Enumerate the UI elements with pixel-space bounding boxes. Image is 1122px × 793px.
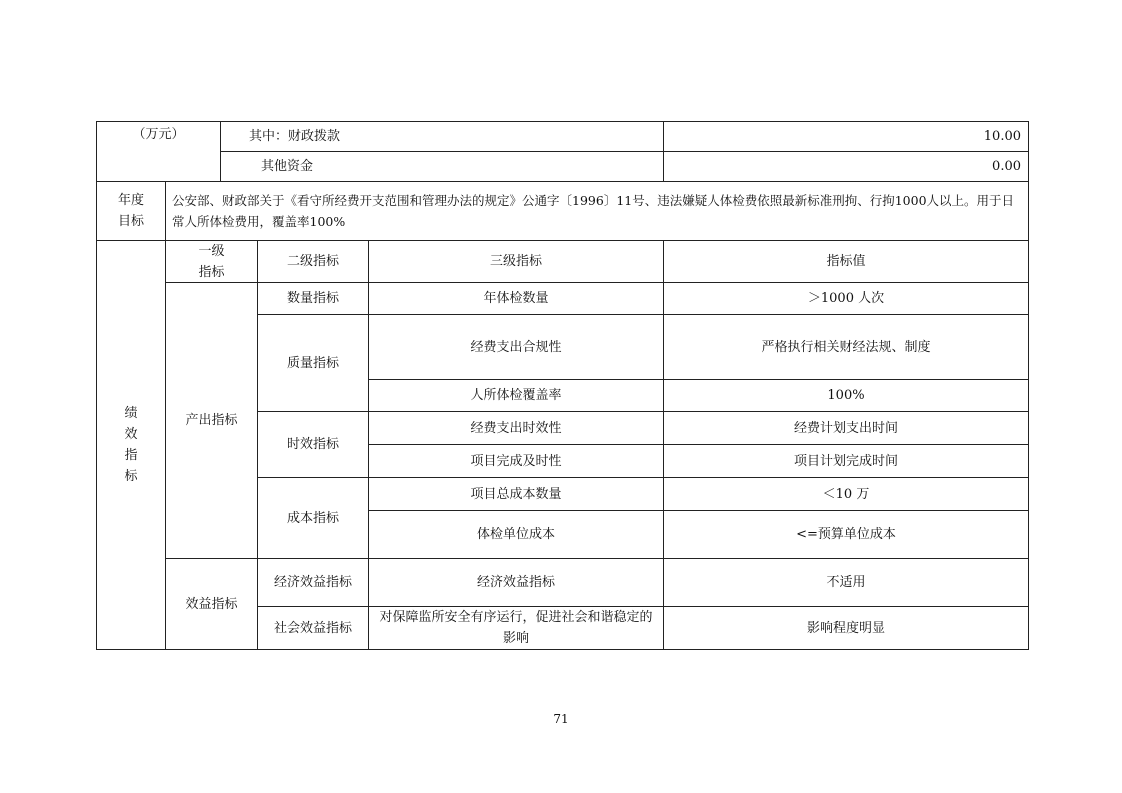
annual-goal-label-line2: 目标 <box>117 214 144 229</box>
indicator-value: ＞1000 人次 <box>807 291 885 306</box>
timeliness-label: 时效指标 <box>286 437 339 452</box>
header-level2-cell <box>257 240 369 283</box>
header-level3: 三级指标 <box>489 254 542 269</box>
table-row <box>663 282 1029 315</box>
table-row <box>368 444 664 478</box>
header-level2: 二级指标 <box>286 254 339 269</box>
table-row <box>663 477 1029 511</box>
cost-label: 成本指标 <box>286 510 339 526</box>
table-row <box>663 510 1029 559</box>
indicator-value: 不适用 <box>826 575 866 590</box>
header-level3-cell <box>368 240 664 283</box>
table-row <box>368 606 664 650</box>
performance-label-char: 指 <box>124 448 138 463</box>
table-row <box>368 477 664 511</box>
annual-goal-text-cell <box>165 181 1029 241</box>
table-row <box>663 314 1029 380</box>
economic-label: 经济效益指标 <box>273 575 352 590</box>
indicator-name: 项目完成及时性 <box>470 453 562 469</box>
table-row <box>368 314 664 380</box>
other-funds-label: 其他资金 <box>261 159 314 174</box>
indicator-value: 影响程度明显 <box>806 620 885 636</box>
quality-label: 质量指标 <box>286 355 339 371</box>
header-value-cell <box>663 240 1029 283</box>
economic-label-cell <box>257 558 369 607</box>
cost-label-cell <box>257 477 369 559</box>
fiscal-label: 其中：财政拨款 <box>249 129 341 144</box>
table-row <box>663 444 1029 478</box>
output-indicator-label: 产出指标 <box>185 413 238 428</box>
social-label-cell <box>257 606 369 650</box>
indicator-value: 100% <box>827 388 865 403</box>
benefit-indicator-label: 效益指标 <box>185 596 238 612</box>
indicator-value: ＜10 万 <box>822 486 870 502</box>
table-row <box>663 606 1029 650</box>
performance-label-char: 绩 <box>124 406 138 421</box>
header-level1-line1: 一级 <box>198 243 225 259</box>
performance-label-char: 标 <box>124 469 138 484</box>
indicator-value: 经费计划支出时间 <box>793 420 898 436</box>
quantity-label: 数量指标 <box>286 291 339 306</box>
header-level1-cell <box>165 240 258 283</box>
table-row <box>368 510 664 559</box>
funds-unit-label: （万元） <box>132 127 185 142</box>
other-label-cell <box>220 151 664 182</box>
performance-label-char: 效 <box>124 427 138 442</box>
fiscal-value-cell <box>663 121 1029 152</box>
table-row <box>368 379 664 412</box>
performance-section-label-cell <box>96 240 166 650</box>
table-row <box>368 411 664 445</box>
output-indicator-cell <box>165 282 258 559</box>
table-row <box>368 282 664 315</box>
indicator-name: 经费支出合规性 <box>470 339 562 355</box>
indicator-name: 经济效益指标 <box>476 575 555 590</box>
indicator-name: 项目总成本数量 <box>470 486 562 502</box>
annual-goal-text: 公安部、财政部关于《看守所经费开支范围和管理办法的规定》公通字〔1996〕11号、违法嫌疑人体检费依照最新标准刑拘、行拘1000人以上。用于日常人所体检费用，覆盖率100% <box>172 193 1015 229</box>
indicator-name: 人所体检覆盖率 <box>470 388 562 403</box>
table-row <box>368 558 664 607</box>
quantity-label-cell <box>257 282 369 315</box>
table-row <box>663 558 1029 607</box>
table-row <box>663 379 1029 412</box>
fiscal-value: 10.00 <box>983 129 1021 144</box>
other-funds-value: 0.00 <box>992 159 1021 174</box>
fiscal-label-cell <box>220 121 664 152</box>
quality-label-cell <box>257 314 369 412</box>
indicator-value: <=预算单位成本 <box>796 527 896 542</box>
indicator-value: 项目计划完成时间 <box>793 453 898 469</box>
social-label: 社会效益指标 <box>273 620 352 636</box>
indicator-name: 对保障监所安全有序运行，促进社会和谐稳定的影响 <box>379 610 653 646</box>
benefit-indicator-cell <box>165 558 258 650</box>
indicator-name: 体检单位成本 <box>476 527 555 542</box>
header-level1-line2: 指标 <box>198 264 225 280</box>
timeliness-label-cell <box>257 411 369 478</box>
indicator-name: 年体检数量 <box>483 291 549 306</box>
indicator-name: 经费支出时效性 <box>470 420 562 436</box>
table-row <box>663 411 1029 445</box>
header-value: 指标值 <box>826 254 866 269</box>
other-value-cell <box>663 151 1029 182</box>
indicator-value: 严格执行相关财经法规、制度 <box>761 339 931 355</box>
funds-unit-cell <box>96 121 221 182</box>
page-number: 71 <box>553 712 569 726</box>
annual-goal-label-cell <box>96 181 166 241</box>
annual-goal-label-line1: 年度 <box>117 193 144 208</box>
